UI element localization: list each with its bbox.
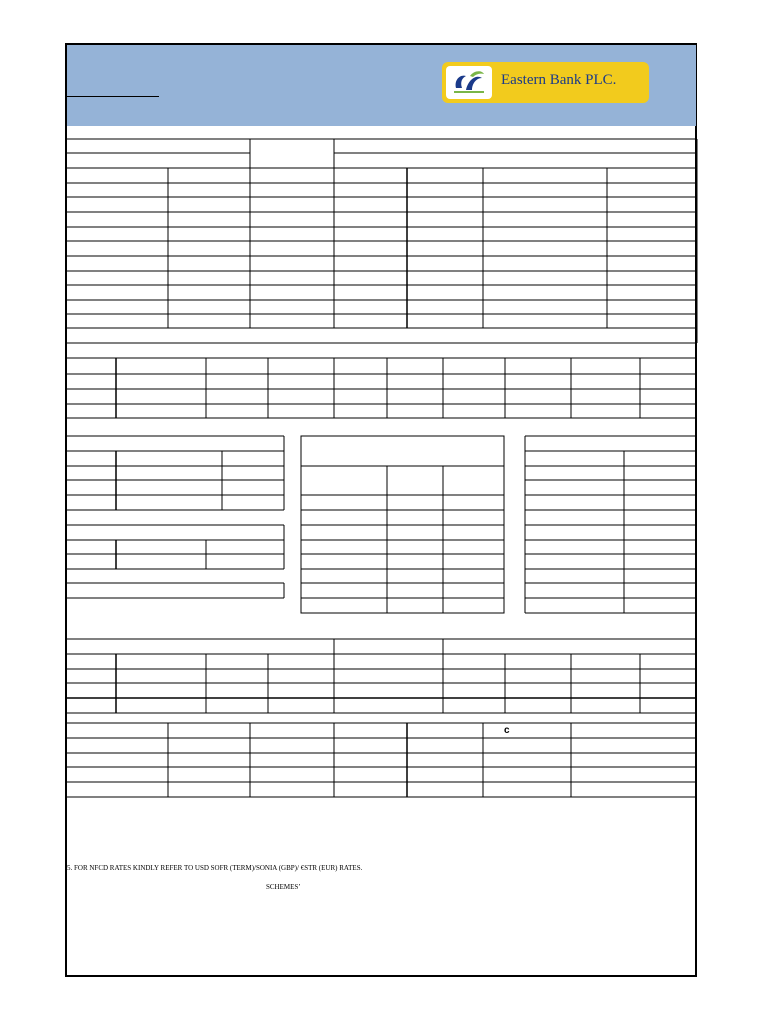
- schemes-note: SCHEMES’: [266, 883, 301, 891]
- brand-name: Eastern Bank PLC.: [501, 72, 617, 88]
- nfcd-note: 5. FOR NFCD RATES KINDLY REFER TO USD SOFR (TERM)/SONIA (GBP)/ €STR (EUR) RATES.: [67, 864, 363, 872]
- section-glyph: c: [504, 725, 510, 736]
